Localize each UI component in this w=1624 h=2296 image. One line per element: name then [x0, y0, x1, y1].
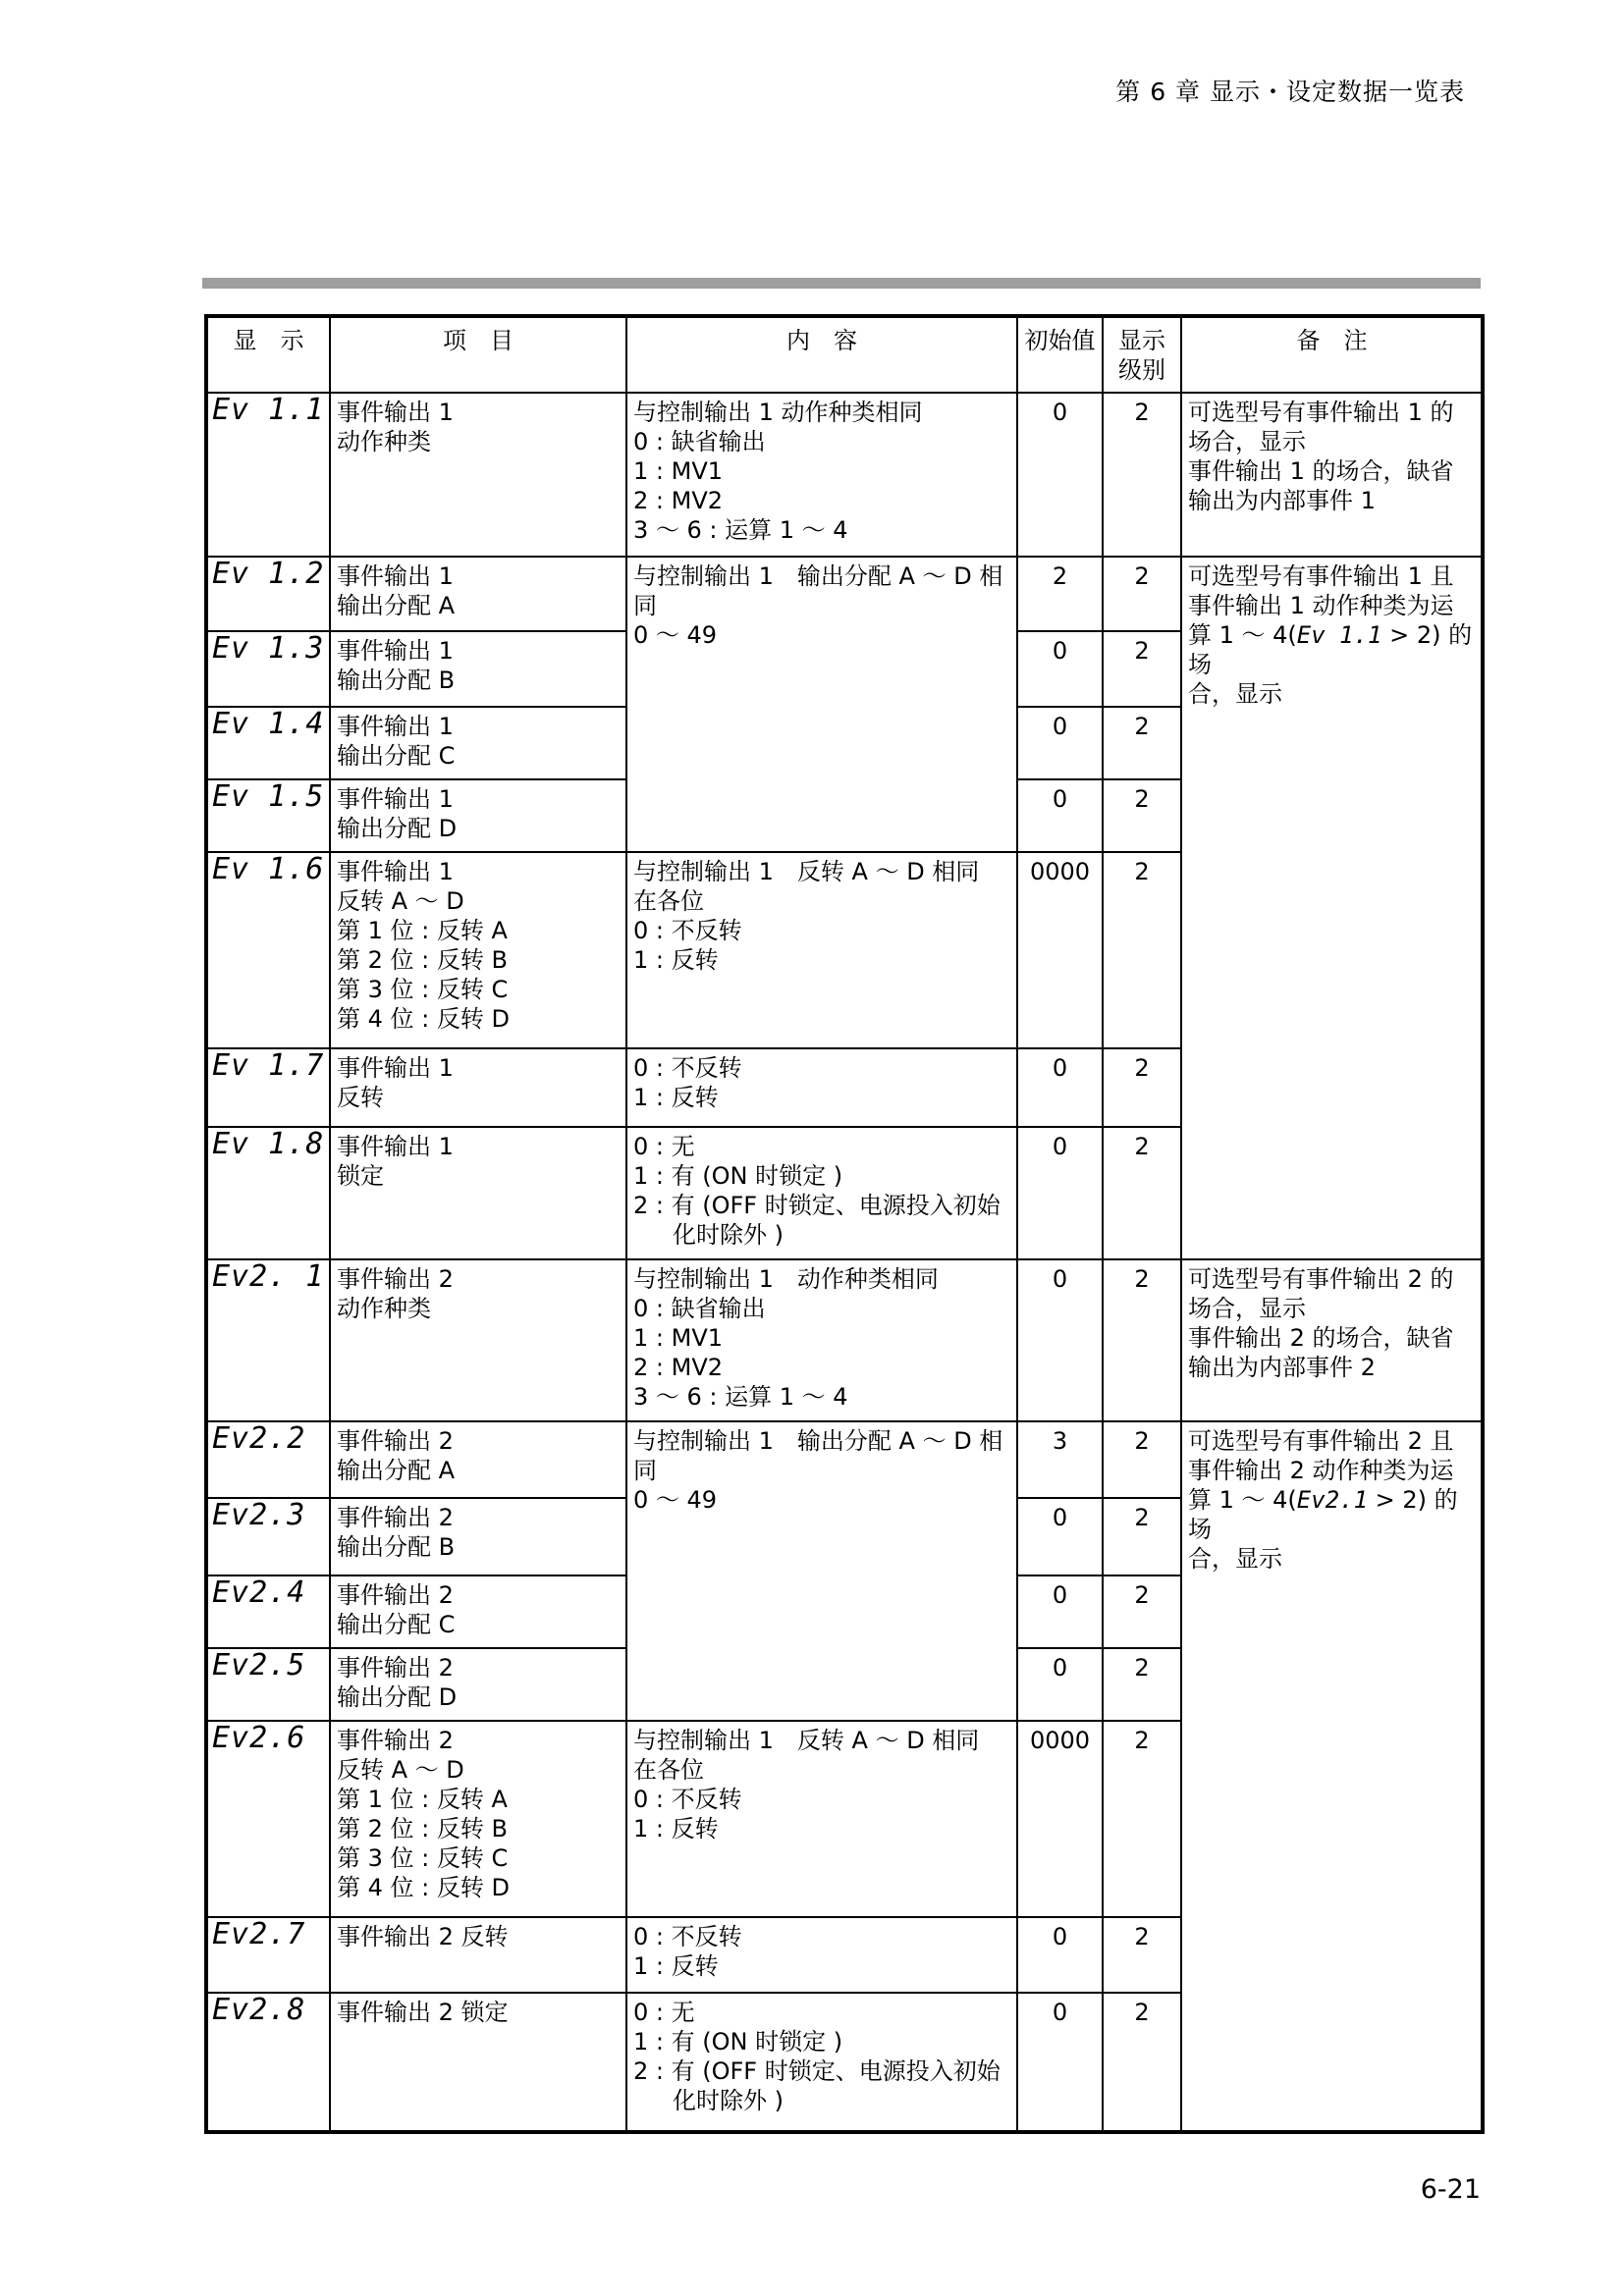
- initial-value: 0: [1017, 1259, 1103, 1421]
- display-code: Ev2.5: [206, 1648, 330, 1721]
- display-level: 2: [1103, 1048, 1181, 1127]
- content-cell: 与控制输出 1 动作种类相同 0 : 缺省输出 1 : MV1 2 : MV2 3 ～ 6 : 运算 1 ～ 4: [626, 393, 1017, 557]
- initial-value: 0: [1017, 779, 1103, 852]
- item-cell: 事件输出 2 输出分配 A: [330, 1421, 626, 1498]
- display-code: Ev 1.5: [206, 779, 330, 852]
- item-cell: 事件输出 1 输出分配 D: [330, 779, 626, 852]
- col-display: 显 示: [206, 316, 330, 393]
- initial-value: 3: [1017, 1421, 1103, 1498]
- item-cell: 事件输出 2 反转: [330, 1917, 626, 1993]
- content-cell: 与控制输出 1 反转 A ～ D 相同 在各位 0 : 不反转 1 : 反转: [626, 852, 1017, 1048]
- inline-code: Ev2.1: [1296, 1486, 1369, 1514]
- page-number: 6-21: [1420, 2174, 1481, 2205]
- item-cell: 事件输出 1 输出分配 C: [330, 707, 626, 779]
- col-initial: 初始值: [1017, 316, 1103, 393]
- content-cell: 0 : 不反转 1 : 反转: [626, 1917, 1017, 1993]
- settings-table: [204, 314, 1485, 2134]
- item-cell: 事件输出 2 动作种类: [330, 1259, 626, 1421]
- display-code: Ev 1.4: [206, 707, 330, 779]
- display-level: 2: [1103, 1127, 1181, 1259]
- note-cell: 可选型号有事件输出 2 且 事件输出 2 动作种类为运 算 1 ～ 4(Ev2.1 > 2) 的场 合，显示: [1181, 1421, 1483, 2132]
- display-level: 2: [1103, 1993, 1181, 2132]
- display-level: 2: [1103, 1917, 1181, 1993]
- initial-value: 0: [1017, 1993, 1103, 2132]
- chapter-header: 第 6 章 显示・设定数据一览表: [1115, 78, 1465, 106]
- display-code: Ev2.4: [206, 1575, 330, 1648]
- table-row: [206, 1421, 1483, 1498]
- initial-value: 0: [1017, 1917, 1103, 1993]
- initial-value: 0: [1017, 1048, 1103, 1127]
- inline-code: Ev 1.1: [1296, 621, 1382, 649]
- display-code: Ev2. 1: [206, 1259, 330, 1421]
- display-level: 2: [1103, 707, 1181, 779]
- content-cell: 0 : 无 1 : 有 (ON 时锁定 ) 2 : 有 (OFF 时锁定、电源投入初始 化时除外 ): [626, 1127, 1017, 1259]
- display-code: Ev 1.7: [206, 1048, 330, 1127]
- item-cell: 事件输出 1 反转: [330, 1048, 626, 1127]
- content-cell: 与控制输出 1 输出分配 A ～ D 相 同 0 ～ 49: [626, 557, 1017, 852]
- display-level: 2: [1103, 1648, 1181, 1721]
- note-cell: 可选型号有事件输出 1 且 事件输出 1 动作种类为运 算 1 ～ 4(Ev 1.1 > 2) 的场 合，显示: [1181, 557, 1483, 1259]
- content-cell: 与控制输出 1 输出分配 A ～ D 相 同 0 ～ 49: [626, 1421, 1017, 1721]
- col-item: 项 目: [330, 316, 626, 393]
- display-code: Ev 1.6: [206, 852, 330, 1048]
- item-cell: 事件输出 2 锁定: [330, 1993, 626, 2132]
- initial-value: 0: [1017, 1498, 1103, 1575]
- display-code: Ev 1.1: [206, 393, 330, 557]
- display-code: Ev 1.8: [206, 1127, 330, 1259]
- item-cell: 事件输出 2 反转 A ～ D 第 1 位 : 反转 A 第 2 位 : 反转 B 第 3 位 : 反转 C 第 4 位 : 反转 D: [330, 1721, 626, 1917]
- display-level: 2: [1103, 1575, 1181, 1648]
- item-cell: 事件输出 1 动作种类: [330, 393, 626, 557]
- display-code: Ev2.7: [206, 1917, 330, 1993]
- initial-value: 0000: [1017, 852, 1103, 1048]
- content-cell: 0 : 无 1 : 有 (ON 时锁定 ) 2 : 有 (OFF 时锁定、电源投入初始 化时除外 ): [626, 1993, 1017, 2132]
- item-cell: 事件输出 2 输出分配 B: [330, 1498, 626, 1575]
- note-cell: 可选型号有事件输出 1 的 场合，显示 事件输出 1 的场合，缺省 输出为内部事件 1: [1181, 393, 1483, 557]
- display-code: Ev2.2: [206, 1421, 330, 1498]
- content-cell: 与控制输出 1 动作种类相同 0 : 缺省输出 1 : MV1 2 : MV2 3 ～ 6 : 运算 1 ～ 4: [626, 1259, 1017, 1421]
- display-level: 2: [1103, 557, 1181, 631]
- content-cell: 与控制输出 1 反转 A ～ D 相同 在各位 0 : 不反转 1 : 反转: [626, 1721, 1017, 1917]
- col-note: 备 注: [1181, 316, 1483, 393]
- item-cell: 事件输出 1 输出分配 A: [330, 557, 626, 631]
- item-cell: 事件输出 2 输出分配 D: [330, 1648, 626, 1721]
- display-level: 2: [1103, 779, 1181, 852]
- item-cell: 事件输出 1 锁定: [330, 1127, 626, 1259]
- col-display-level: 显示 级别: [1103, 316, 1181, 393]
- content-cell: 0 : 不反转 1 : 反转: [626, 1048, 1017, 1127]
- col-content: 内 容: [626, 316, 1017, 393]
- display-code: Ev2.6: [206, 1721, 330, 1917]
- initial-value: 0: [1017, 707, 1103, 779]
- display-level: 2: [1103, 1498, 1181, 1575]
- table-row: [206, 1259, 1483, 1421]
- display-code: Ev2.8: [206, 1993, 330, 2132]
- display-code: Ev 1.2: [206, 557, 330, 631]
- display-code: Ev2.3: [206, 1498, 330, 1575]
- initial-value: 2: [1017, 557, 1103, 631]
- initial-value: 0: [1017, 1575, 1103, 1648]
- display-level: 2: [1103, 1421, 1181, 1498]
- table-row: [206, 557, 1483, 631]
- display-code: Ev 1.3: [206, 631, 330, 707]
- item-cell: 事件输出 1 反转 A ～ D 第 1 位 : 反转 A 第 2 位 : 反转 B 第 3 位 : 反转 C 第 4 位 : 反转 D: [330, 852, 626, 1048]
- item-cell: 事件输出 1 输出分配 B: [330, 631, 626, 707]
- item-cell: 事件输出 2 输出分配 C: [330, 1575, 626, 1648]
- initial-value: 0: [1017, 393, 1103, 557]
- display-level: 2: [1103, 852, 1181, 1048]
- display-level: 2: [1103, 631, 1181, 707]
- display-level: 2: [1103, 1721, 1181, 1917]
- initial-value: 0: [1017, 1127, 1103, 1259]
- initial-value: 0: [1017, 1648, 1103, 1721]
- initial-value: 0000: [1017, 1721, 1103, 1917]
- note-cell: 可选型号有事件输出 2 的 场合，显示 事件输出 2 的场合，缺省 输出为内部事件 2: [1181, 1259, 1483, 1421]
- initial-value: 0: [1017, 631, 1103, 707]
- display-level: 2: [1103, 1259, 1181, 1421]
- section-rule: [202, 278, 1481, 289]
- display-level: 2: [1103, 393, 1181, 557]
- table-row: [206, 393, 1483, 557]
